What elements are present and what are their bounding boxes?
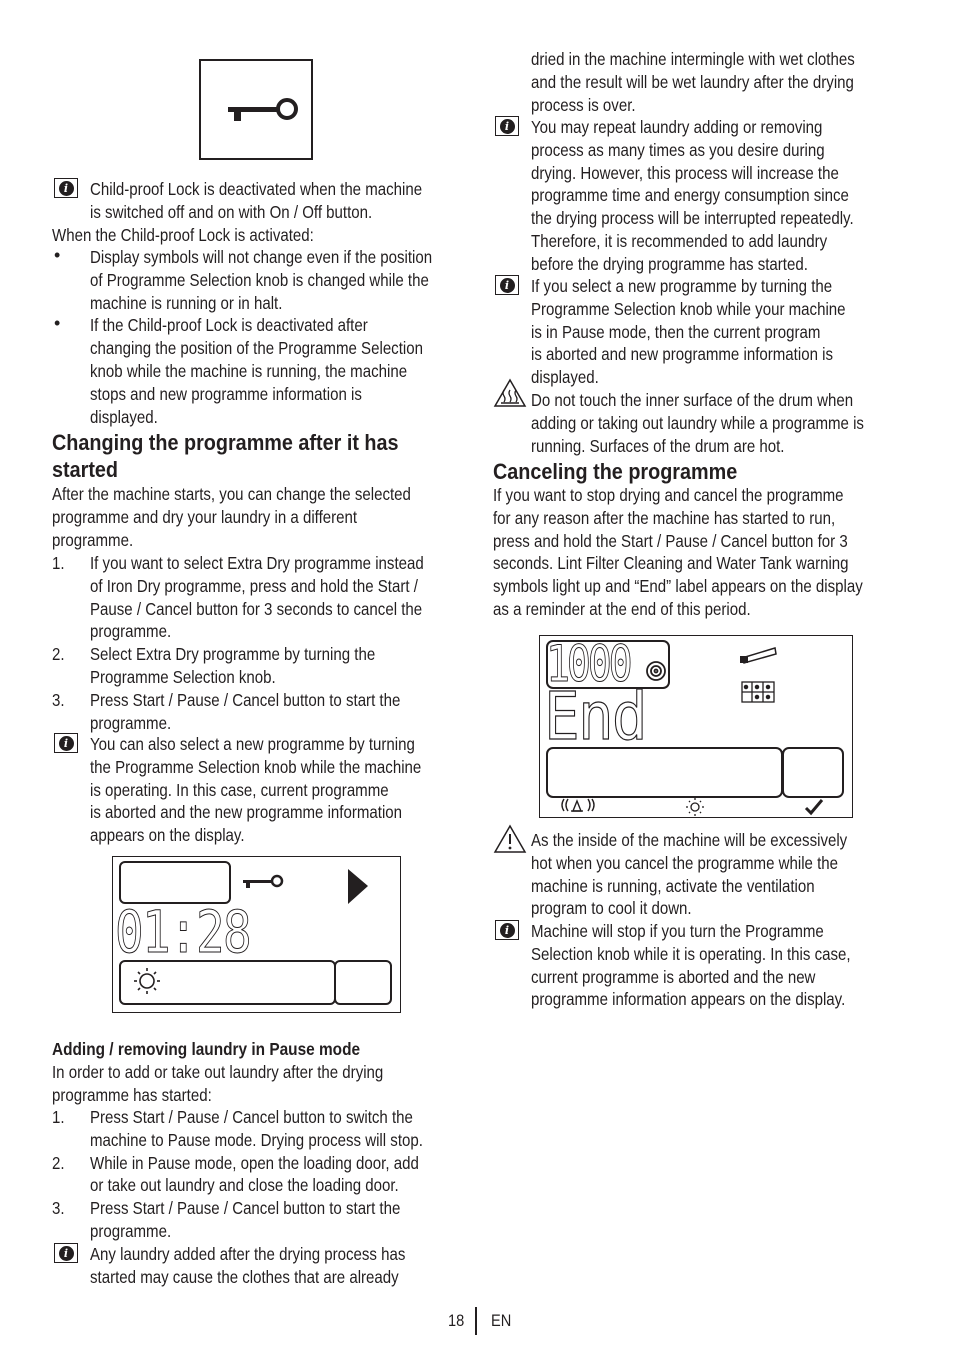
display-time: 01:28 [115, 898, 250, 966]
text-line: Any laundry added after the drying process has [90, 1244, 406, 1264]
text-line: Machine will stop if you turn the Programme [531, 921, 824, 941]
text-line: the Programme Selection knob while the machine [90, 756, 422, 777]
text-line: When the Child-proof Lock is activated: [52, 225, 314, 245]
text-line: is in Pause mode, then the current program [531, 321, 821, 342]
section-heading: Canceling the programme [493, 459, 738, 484]
step-line: programme. [90, 621, 172, 642]
text-line: Programme Selection knob while your machine [531, 298, 846, 319]
text-line: Child-proof Lock is deactivated when the machine [90, 179, 423, 199]
text-line: started may cause the clothes that are already [90, 1266, 399, 1287]
text-line: displayed. [531, 367, 599, 388]
step-line: Programme Selection knob. [90, 667, 276, 687]
text-line: current programme is aborted and the new [531, 966, 816, 987]
step-line: Press Start / Pause / Cancel button to start the [90, 1198, 401, 1219]
bullet-line: of Programme Selection knob is changed while the [90, 269, 429, 290]
step-line: of Iron Dry programme, press and hold the Start / [90, 575, 418, 596]
display-panel-end [539, 635, 853, 818]
step-number: 1. [52, 1107, 65, 1127]
display-end: End [544, 678, 646, 755]
text-line: programme has started: [52, 1084, 212, 1105]
text-line: hot when you cancel the programme while the [531, 852, 839, 873]
step-line: programme. [90, 1221, 172, 1241]
text-line: In order to add or take out laundry after the drying [52, 1062, 384, 1082]
info-icon: i [495, 920, 519, 940]
step-line: programme. [90, 712, 172, 733]
text-line: If you want to stop drying and cancel the programme [493, 485, 844, 505]
sun-icon [686, 798, 704, 816]
info-icon: i [54, 178, 78, 198]
text-line: running. Surfaces of the drum are hot. [531, 435, 785, 456]
key-icon [243, 876, 282, 888]
hot-surface-warning-icon [493, 378, 527, 408]
info-icon: i [495, 116, 519, 136]
checkmark-icon [806, 800, 822, 813]
text-line: is switched off and on with On / Off button. [90, 201, 373, 222]
info-icon: i [54, 733, 78, 753]
text-line: drying. However, this process will increase the [531, 162, 839, 183]
info-icon: i [54, 1243, 78, 1263]
sun-icon [134, 968, 160, 994]
text-line: program to cool it down. [531, 898, 692, 919]
step-line: If you want to select Extra Dry programme instead [90, 553, 424, 573]
subsection-heading: Adding / removing laundry in Pause mode [52, 1039, 361, 1059]
text-line: As the inside of the machine will be excessively [531, 830, 848, 850]
text-line: Therefore, it is recommended to add laundry [531, 231, 828, 251]
bullet-line: displayed. [90, 406, 158, 427]
text-line: for any reason after the machine has started to run, [493, 507, 836, 528]
display-rpm: 1000 [546, 635, 630, 693]
text-line: as a reminder at the end of this period. [493, 599, 751, 619]
text-line: If you select a new programme by turning the [531, 276, 833, 296]
water-tank-icon [742, 682, 774, 702]
text-line: programme information appears on the display. [531, 989, 846, 1010]
text-line: programme and dry your laundry in a different [52, 506, 358, 527]
step-number: 3. [52, 1198, 65, 1219]
text-line: is aborted and the new programme information [90, 802, 403, 823]
text-line: process as many times as you desire during [531, 139, 825, 160]
key-icon-box [199, 59, 313, 160]
bullet-line: changing the position of the Programme Selection [90, 338, 423, 359]
bullet-line: If the Child-proof Lock is deactivated after [90, 315, 368, 336]
text-line: is operating. In this case, current programme [90, 779, 389, 800]
text-line: Selection knob while it is operating. In this case, [531, 943, 851, 964]
text-line: dried in the machine intermingle with wet clothes [531, 49, 855, 69]
text-line: is aborted and new programme information is [531, 344, 833, 365]
page-number: 18 [448, 1311, 465, 1330]
footer-divider [475, 1307, 477, 1335]
lint-filter-icon [740, 648, 776, 663]
bullet-dot: • [54, 245, 61, 265]
text-line: symbols light up and “End” label appears on the display [493, 576, 863, 597]
step-line: machine to Pause mode. Drying process will stop. [90, 1129, 423, 1150]
play-icon [348, 869, 368, 904]
bullet-dot: • [54, 313, 61, 334]
section-heading: Changing the programme after it has [52, 430, 399, 455]
warning-icon [493, 824, 527, 854]
text-line: and the result will be wet laundry after the drying [531, 71, 854, 92]
text-line: programme. [52, 529, 134, 550]
section-heading: started [52, 457, 119, 482]
step-line: Select Extra Dry programme by turning the [90, 644, 376, 665]
text-line: the drying process will be interrupted repeatedly. [531, 208, 854, 229]
text-line: You can also select a new programme by turning [90, 734, 415, 754]
bullet-line: stops and new programme information is [90, 383, 362, 404]
text-line: After the machine starts, you can change the selected [52, 484, 411, 504]
bullet-line: machine is running or in halt. [90, 292, 283, 313]
key-icon [201, 61, 311, 158]
text-line: seconds. Lint Filter Cleaning and Water Tank warning [493, 553, 849, 574]
text-line: process is over. [531, 94, 636, 115]
text-line: You may repeat laundry adding or removing [531, 117, 823, 137]
step-number: 2. [52, 644, 65, 665]
step-line: Press Start / Pause / Cancel button to start the [90, 689, 401, 710]
text-line: adding or taking out laundry while a programme is [531, 412, 864, 433]
language-code: EN [491, 1311, 512, 1330]
step-number: 3. [52, 689, 65, 710]
bullet-line: Display symbols will not change even if the position [90, 247, 433, 267]
text-line: press and hold the Start / Pause / Cancel button for 3 [493, 530, 848, 551]
step-line: or take out laundry and close the loading door. [90, 1175, 399, 1196]
buzzer-icon [562, 799, 594, 811]
text-line: before the drying programme has started. [531, 253, 808, 274]
text-line: Do not touch the inner surface of the drum when [531, 390, 854, 410]
step-number: 1. [52, 553, 65, 573]
step-number: 2. [52, 1152, 65, 1173]
spin-icon [647, 662, 665, 680]
step-line: Press Start / Pause / Cancel button to switch the [90, 1107, 413, 1127]
step-line: Pause / Cancel button for 3 seconds to cancel the [90, 598, 423, 619]
info-icon: i [495, 275, 519, 295]
text-line: machine is running, activate the ventilation [531, 875, 815, 896]
text-line: programme time and energy consumption since [531, 185, 849, 206]
text-line: appears on the display. [90, 825, 245, 846]
bullet-line: knob while the machine is running, the machine [90, 361, 408, 381]
step-line: While in Pause mode, open the loading door, add [90, 1152, 419, 1173]
display-panel-paused [112, 856, 401, 1013]
